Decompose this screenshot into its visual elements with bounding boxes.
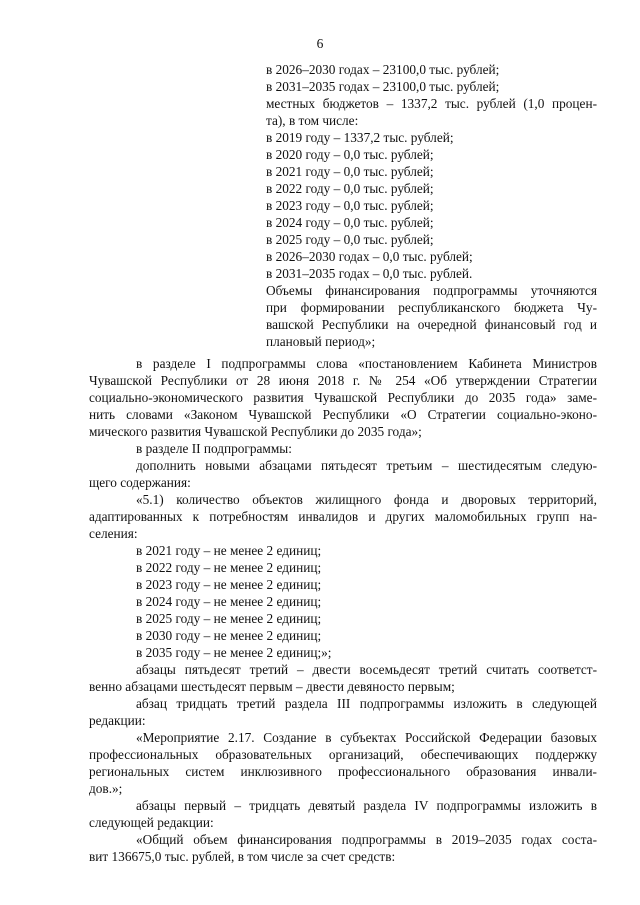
body-line: абзацы пятьдесят третий – двести восемьдесят третий считать соответст- <box>136 662 597 677</box>
body-line: редакции: <box>89 713 146 728</box>
body-line: «5.1) количество объектов жилищного фонда и дворовых территорий, <box>136 492 597 507</box>
body-line: венно абзацами шестьдесят первым – двести девяносто первым; <box>89 679 455 694</box>
body-line: в 2035 году – не менее 2 единиц;»; <box>136 645 332 660</box>
body-line: дополнить новыми абзацами пятьдесят третьим – шестидесятым следую- <box>136 458 597 473</box>
body-line: в 2021 году – не менее 2 единиц; <box>136 543 322 558</box>
body-line: в 2023 году – не менее 2 единиц; <box>136 577 322 592</box>
body-line: профессиональных образовательных организаций, обеспечивающих поддержку <box>89 747 597 762</box>
right-column-line: плановый период»; <box>266 334 376 349</box>
right-column-line: та), в том числе: <box>266 113 359 128</box>
right-column-line: в 2024 году – 0,0 тыс. рублей; <box>266 215 434 230</box>
right-column-line: в 2021 году – 0,0 тыс. рублей; <box>266 164 434 179</box>
right-column-line: в 2019 году – 1337,2 тыс. рублей; <box>266 130 454 145</box>
right-column-line: в 2022 году – 0,0 тыс. рублей; <box>266 181 434 196</box>
body-line: «Мероприятие 2.17. Создание в субъектах Российской Федерации базовых <box>136 730 597 745</box>
right-column-line: при формировании республиканского бюджета Чу- <box>266 300 597 315</box>
body-line: в 2022 году – не менее 2 единиц; <box>136 560 322 575</box>
right-column-line: в 2031–2035 годах – 0,0 тыс. рублей. <box>266 266 473 281</box>
body-line: щего содержания: <box>89 475 191 490</box>
body-line: абзацы первый – тридцать девятый раздела IV подпрограммы изложить в <box>136 798 597 813</box>
body-line: дов.»; <box>89 781 123 796</box>
right-column-line: в 2026–2030 годах – 0,0 тыс. рублей; <box>266 249 473 264</box>
page-number: 6 <box>316 36 324 51</box>
body-line: в 2030 году – не менее 2 единиц; <box>136 628 322 643</box>
right-column-line: в 2023 году – 0,0 тыс. рублей; <box>266 198 434 213</box>
right-column-line: местных бюджетов – 1337,2 тыс. рублей (1,0 процен- <box>266 96 597 111</box>
body-line: адаптированных к потребностям инвалидов и других маломобильных групп на- <box>89 509 597 524</box>
body-line: мического развития Чувашской Республики до 2035 года»; <box>89 424 422 439</box>
right-column-line: в 2026–2030 годах – 23100,0 тыс. рублей; <box>266 62 500 77</box>
right-column-line: вашской Республики на очередной финансовый год и <box>266 317 597 332</box>
body-line: региональных систем инклюзивного профессионального образования инвали- <box>89 764 597 779</box>
body-line: социально-экономического развития Чувашской Республики до 2035 года» заме- <box>89 390 597 405</box>
body-line: в 2025 году – не менее 2 единиц; <box>136 611 322 626</box>
body-line: селения: <box>89 526 138 541</box>
body-line: в 2024 году – не менее 2 единиц; <box>136 594 322 609</box>
body-line: «Общий объем финансирования подпрограммы в 2019–2035 годах соста- <box>136 832 597 847</box>
body-line: в разделе I подпрограммы слова «постановлением Кабинета Министров <box>136 356 597 371</box>
right-column-line: в 2020 году – 0,0 тыс. рублей; <box>266 147 434 162</box>
body-line: следующей редакции: <box>89 815 214 830</box>
body-line: нить словами «Законом Чувашской Республики «О Стратегии социально-эконо- <box>89 407 597 422</box>
right-column-line: Объемы финансирования подпрограммы уточняются <box>266 283 597 298</box>
right-column-line: в 2031–2035 годах – 23100,0 тыс. рублей; <box>266 79 500 94</box>
body-line: в разделе II подпрограммы: <box>136 441 292 456</box>
right-column-line: в 2025 году – 0,0 тыс. рублей; <box>266 232 434 247</box>
body-line: абзац тридцать третий раздела III подпрограммы изложить в следующей <box>136 696 597 711</box>
body-line: Чувашской Республики от 28 июня 2018 г. № 254 «Об утверждении Стратегии <box>89 373 597 388</box>
body-line: вит 136675,0 тыс. рублей, в том числе за счет средств: <box>89 849 396 864</box>
